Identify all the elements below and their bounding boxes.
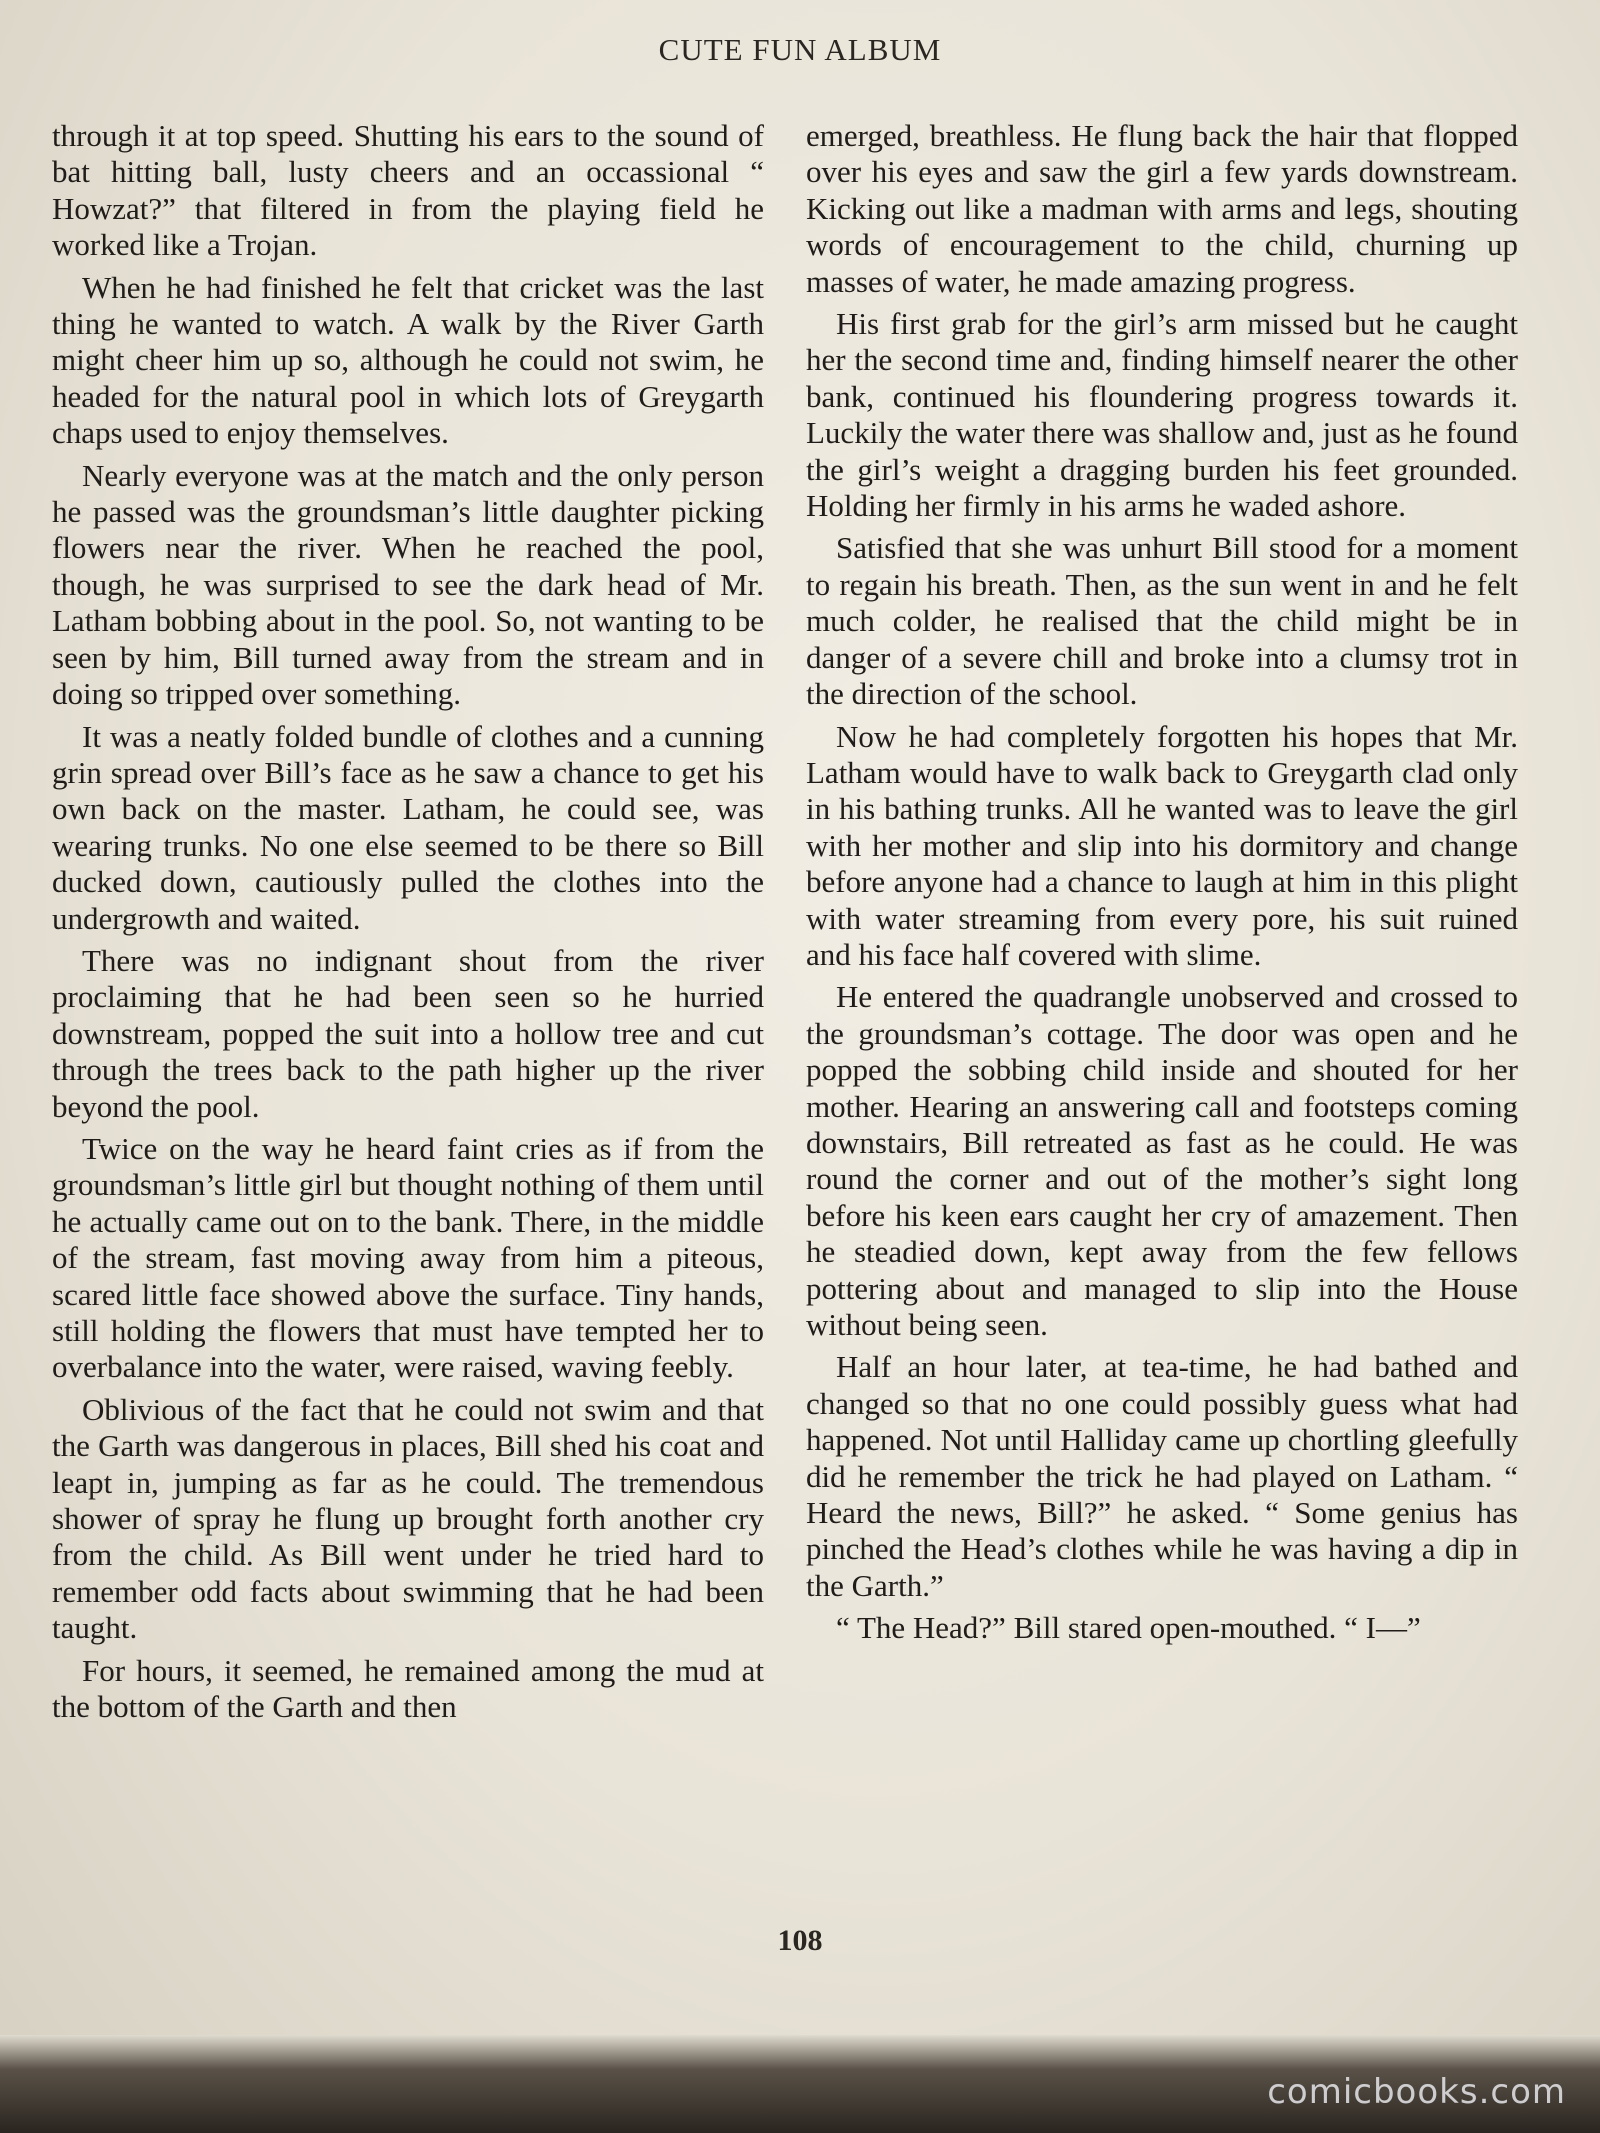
paragraph: emerged, breathless. He flung back the hair that flopped over his eyes and saw the girl a few yards downstream. Kicking out like a madman with arms and legs, shouting words of encouragement to the child, churning up masses of water, he made amazing progress. — [806, 118, 1518, 299]
paragraph: Half an hour later, at tea-time, he had bathed and changed so that no one could possibly guess what had happened. Not until Halliday came up chortling gleefully did he remember the trick he had played on Latham. “ Heard the news, Bill?” he asked. “ Some genius has pinched the Head’s clothes while he was having a dip in the Garth.” — [806, 1349, 1518, 1603]
page-number: 108 — [777, 1924, 823, 1957]
paragraph: For hours, it seemed, he remained among the mud at the bottom of the Garth and then — [52, 1652, 764, 1725]
paragraph: through it at top speed. Shutting his ears to the sound of bat hitting ball, lusty cheers and an occassional “ Howzat?” that filtered in from the playing field he worked like a Trojan. — [52, 118, 764, 263]
paragraph: Nearly everyone was at the match and the only person he passed was the groundsman’s little daughter picking flowers near the river. When he reached the pool, though, he was surprised to see the dark head of Mr. Latham bobbing about in the pool. So, not wanting to be seen by him, Bill turned away from the stream and in doing so tripped over something. — [52, 457, 764, 712]
paragraph: Oblivious of the fact that he could not swim and that the Garth was dangerous in places, Bill shed his coat and leapt in, jumping as far as he could. The tremendous shower of spray he flung up brought forth another cry from the child. As Bill went under he tried hard to remember odd facts about swimming that he had been taught. — [52, 1391, 764, 1646]
left-column — [52, 118, 764, 1731]
paragraph: Twice on the way he heard faint cries as if from the groundsman’s little girl but thought nothing of them until he actually came out on to the bank. There, in the middle of the stream, fast moving away from him a piteous, scared little face showed above the surface. Tiny hands, still holding the flowers that must have tempted her to overbalance into the water, were raised, waving feebly. — [52, 1130, 764, 1385]
paragraph: He entered the quadrangle unobserved and crossed to the groundsman’s cottage. The door was open and he popped the sobbing child inside and shouted for her mother. Hearing an answering call and footsteps coming downstairs, Bill retreated as fast as he could. He was round the corner and out of the mother’s sight long before his keen ears caught her cry of amazement. Then he steadied down, kept away from the few fellows pottering about and managed to slip into the House without being seen. — [806, 979, 1518, 1342]
paragraph: It was a neatly folded bundle of clothes and a cunning grin spread over Bill’s face as he saw a chance to get his own back on the master. Latham, he could see, was wearing trunks. No one else seemed to be there so Bill ducked down, cautiously pulled the clothes into the undergrowth and waited. — [52, 718, 764, 936]
paragraph: “ The Head?” Bill stared open-mouthed. “ I—” — [836, 1610, 1421, 1646]
paragraph: Now he had completely forgotten his hopes that Mr. Latham would have to walk back to Greygarth clad only in his bathing trunks. All he wanted was to leave the girl with her mother and slip into his dormitory and change before anyone had a chance to laugh at him in this plight with water streaming from every pore, his suit ruined and his face half covered with slime. — [806, 718, 1518, 972]
paragraph: His first grab for the girl’s arm missed but he caught her the second time and, finding himself nearer the other bank, continued his floundering progress towards it. Luckily the water there was shallow and, just as he found the girl’s weight a dragging burden his feet grounded. Holding her firmly in his arms he waded ashore. — [806, 306, 1518, 524]
running-head: CUTE FUN ALBUM — [658, 32, 942, 67]
paragraph: Satisfied that she was unhurt Bill stood for a moment to regain his breath. Then, as the sun went in and he felt much colder, he realised that the child might be in danger of a severe chill and broke into a clumsy trot in the direction of the school. — [806, 530, 1518, 712]
paragraph: When he had finished he felt that cricket was the last thing he wanted to watch. A walk by the River Garth might cheer him up so, although he could not swim, he headed for the natural pool in which lots of Greygarth chaps used to enjoy themselves. — [52, 269, 764, 451]
right-column — [806, 118, 1518, 1653]
watermark: comicbooks.com — [1267, 2072, 1566, 2112]
paragraph: There was no indignant shout from the river proclaiming that he had been seen so he hurried downstream, popped the suit into a hollow tree and cut through the trees back to the path higher up the river beyond the pool. — [52, 942, 764, 1124]
